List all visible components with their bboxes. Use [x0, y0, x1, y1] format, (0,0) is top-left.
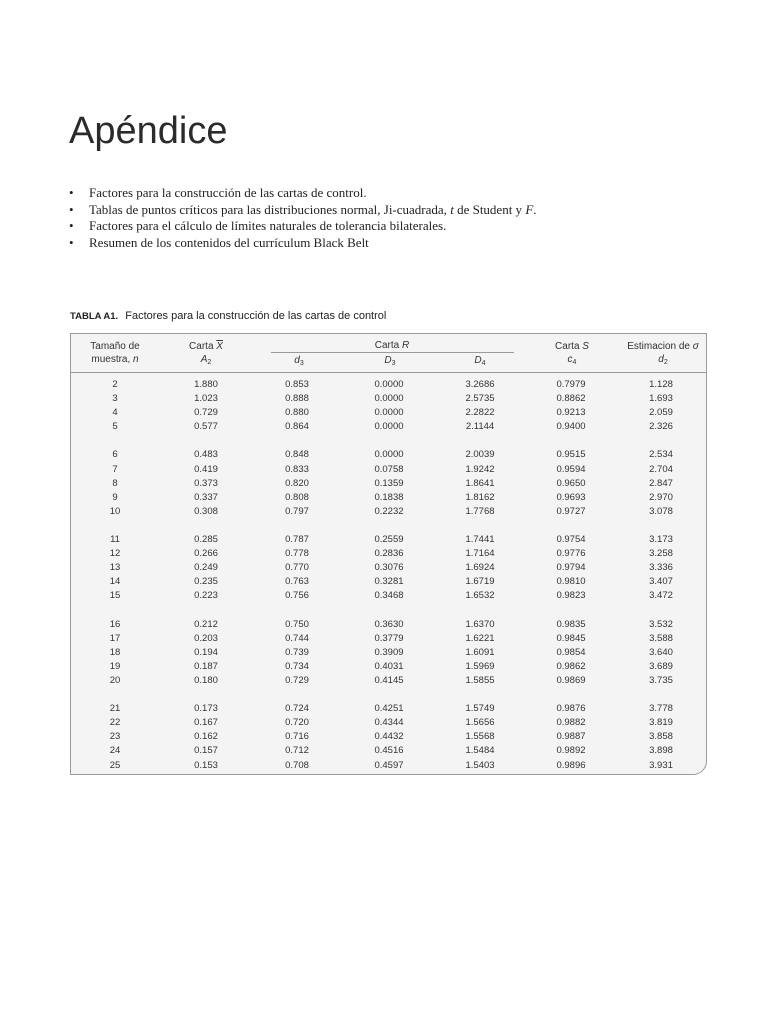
sample-size-cell: 12: [109, 548, 121, 560]
sample-size-cell: 11: [110, 534, 120, 546]
D3-cell: 0.1838: [374, 491, 404, 503]
d2-cell: 3.173: [649, 534, 673, 546]
D4-cell: 2.1144: [465, 421, 495, 433]
a2-cell: 0.249: [194, 562, 218, 574]
header-carta-r: Carta R: [374, 340, 410, 351]
d3-cell: 0.763: [285, 576, 309, 588]
table-row: [71, 744, 706, 758]
D3-cell: 0.0000: [374, 407, 404, 419]
a2-cell: 0.153: [194, 759, 218, 771]
d3-cell: 0.853: [285, 379, 309, 390]
table-row: [71, 533, 706, 547]
list-item: • Factores para el cálculo de límites naturales de tolerancia bilaterales.: [69, 218, 447, 233]
a2-cell: 0.266: [194, 548, 218, 560]
table-caption: [70, 310, 386, 322]
d2-cell: 2.534: [649, 449, 673, 461]
D3-cell: 0.3630: [374, 618, 404, 630]
D3-cell: 0.4344: [374, 717, 404, 729]
table-row: [71, 463, 706, 477]
table-row: [71, 378, 706, 392]
d2-cell: 3.078: [649, 505, 673, 517]
D3-cell: 0.3779: [374, 632, 404, 644]
d3-cell: 0.724: [285, 703, 309, 715]
header-sample-size: Tamaño de muestra, n: [90, 341, 140, 365]
table-row: [71, 702, 706, 716]
c4-cell: 0.9650: [556, 477, 586, 489]
D3-cell: 0.0758: [374, 463, 404, 475]
D3-cell: 0.1359: [374, 477, 404, 489]
table-body: [71, 378, 706, 773]
sample-size-cell: 6: [112, 449, 118, 461]
sample-size-cell: 3: [112, 393, 118, 405]
table-row: [71, 575, 706, 589]
header-carta-s: Carta S $c_4$: [555, 341, 589, 366]
a2-cell: 0.577: [194, 421, 218, 433]
d2-cell: 3.532: [649, 618, 673, 630]
c4-cell: 0.9887: [556, 731, 586, 743]
a2-cell: 0.157: [194, 745, 218, 757]
D3-cell: 0.4516: [374, 745, 404, 757]
d2-cell: 2.704: [649, 463, 673, 475]
bullet-marker: •: [69, 185, 74, 200]
c4-cell: 0.9810: [556, 576, 586, 588]
d3-cell: 0.833: [285, 463, 309, 475]
c4-cell: 0.9515: [556, 449, 586, 461]
header-sigma-estimate: Estimacion de σ $d_2$: [627, 341, 699, 366]
table-row: [71, 618, 706, 632]
a2-cell: 0.187: [194, 660, 218, 672]
table-caption-label: TABLA A1.: [70, 311, 119, 322]
sample-size-cell: 25: [109, 759, 121, 771]
d2-cell: 2.326: [649, 421, 673, 433]
D4-cell: 1.5969: [465, 660, 495, 672]
table-row: [71, 420, 706, 434]
table-row: [71, 406, 706, 420]
d2-cell: 3.588: [649, 632, 673, 644]
c4-cell: 0.9693: [556, 491, 586, 503]
d3-cell: 0.864: [285, 421, 309, 433]
D4-cell: 1.6091: [465, 646, 495, 658]
D4-cell: 3.2686: [465, 379, 495, 390]
a2-cell: 0.203: [194, 632, 218, 644]
header-group-rule: [271, 352, 514, 353]
d3-cell: 0.787: [285, 534, 309, 546]
D4-cell: 1.5568: [465, 731, 495, 743]
table-caption-text: Factores para la construcción de las cartas de control: [125, 310, 387, 322]
d2-cell: 3.689: [649, 660, 673, 672]
c4-cell: 0.9869: [556, 674, 586, 686]
d3-cell: 0.734: [285, 660, 309, 672]
d2-cell: 3.778: [649, 703, 673, 715]
c4-cell: 0.9794: [556, 562, 586, 574]
D4-cell: 1.8641: [465, 477, 495, 489]
c4-cell: 0.9862: [556, 660, 586, 672]
d2-cell: 3.336: [649, 562, 673, 574]
d3-cell: 0.756: [285, 590, 309, 602]
D4-cell: 1.7768: [465, 505, 495, 517]
control-chart-factors-table: [70, 333, 707, 775]
table-row: [71, 505, 706, 519]
bullet-marker: •: [69, 234, 74, 250]
D3-cell: 0.4031: [374, 660, 404, 672]
D4-cell: 1.6532: [465, 590, 495, 602]
a2-cell: 0.212: [194, 618, 218, 630]
list-item: • Tablas de puntos críticos para las distribuciones normal, Ji-cuadrada, t de Student y F.: [69, 201, 537, 217]
a2-cell: 1.880: [194, 379, 218, 390]
d2-cell: 3.407: [649, 576, 673, 588]
d3-cell: 0.848: [285, 449, 309, 461]
D4-cell: 1.5749: [465, 703, 495, 715]
c4-cell: 0.8862: [556, 393, 586, 405]
D4-cell: 1.6719: [465, 576, 495, 588]
d3-cell: 0.778: [285, 548, 309, 560]
a2-cell: 0.483: [194, 449, 218, 461]
D3-cell: 0.4251: [374, 703, 404, 715]
a2-cell: 0.729: [194, 407, 218, 419]
d2-cell: 3.640: [649, 646, 673, 658]
d3-cell: 0.888: [285, 393, 309, 405]
sample-size-cell: 23: [109, 731, 121, 743]
sample-size-cell: 21: [109, 703, 121, 715]
d2-cell: 3.819: [649, 717, 673, 729]
sample-size-cell: 7: [112, 463, 118, 475]
a2-cell: 0.194: [194, 646, 218, 658]
c4-cell: 0.9876: [556, 703, 586, 715]
D4-cell: 2.5735: [465, 393, 495, 405]
sample-size-cell: 24: [109, 745, 121, 757]
d3-cell: 0.880: [285, 407, 309, 419]
D3-cell: 0.0000: [374, 421, 404, 433]
D4-cell: 1.5484: [465, 745, 495, 757]
D4-cell: 1.5855: [465, 674, 495, 686]
d3-cell: 0.808: [285, 491, 309, 503]
D3-cell: 0.0000: [374, 393, 404, 405]
sample-size-cell: 17: [109, 632, 121, 644]
sample-size-cell: 14: [109, 576, 121, 588]
D4-cell: 1.6221: [465, 632, 495, 644]
d3-cell: 0.716: [285, 731, 309, 743]
D4-cell: 2.0039: [465, 449, 495, 461]
d2-cell: 2.970: [649, 491, 673, 503]
d3-cell: 0.820: [285, 477, 309, 489]
c4-cell: 0.9400: [556, 421, 586, 433]
header-separator: [71, 372, 706, 373]
d3-cell: 0.744: [285, 632, 309, 644]
header-carta-x: Carta $\overline{X}$ $A_2$: [189, 341, 223, 366]
c4-cell: 0.9776: [556, 548, 586, 560]
table-row: [71, 547, 706, 561]
sample-size-cell: 8: [112, 477, 118, 489]
D4-cell: 1.7441: [465, 534, 495, 546]
D4-cell: 1.5656: [465, 717, 495, 729]
D4-cell: 1.9242: [465, 463, 495, 475]
D3-cell: 0.3909: [374, 646, 404, 658]
D3-cell: 0.0000: [374, 449, 404, 461]
table-row: [71, 392, 706, 406]
d3-cell: 0.708: [285, 759, 309, 771]
D4-cell: 1.6370: [465, 618, 495, 630]
table-row: [71, 730, 706, 744]
a2-cell: 0.173: [194, 703, 218, 715]
table-row: [71, 589, 706, 603]
bullet-marker: •: [69, 218, 74, 233]
D4-cell: 1.8162: [465, 491, 495, 503]
d3-cell: 0.729: [285, 674, 309, 686]
c4-cell: 0.9213: [556, 407, 586, 419]
d2-cell: 3.898: [649, 745, 673, 757]
a2-cell: 0.235: [194, 576, 218, 588]
d3-cell: 0.739: [285, 646, 309, 658]
D3-cell: 0.4597: [374, 759, 404, 771]
D3-cell: 0.4145: [374, 674, 404, 686]
c4-cell: 0.9854: [556, 646, 586, 658]
d3-cell: 0.712: [285, 745, 309, 757]
d3-cell: 0.720: [285, 717, 309, 729]
D3-cell: 0.3468: [374, 590, 404, 602]
D3-cell: 0.2559: [374, 534, 404, 546]
d2-cell: 3.258: [649, 548, 673, 560]
D3-cell: 0.4432: [374, 731, 404, 743]
d2-cell: 1.128: [649, 379, 673, 390]
table-row: [71, 448, 706, 462]
list-item: • Factores para la construcción de las cartas de control.: [69, 185, 367, 200]
c4-cell: 0.9892: [556, 745, 586, 757]
a2-cell: 0.285: [194, 534, 218, 546]
d3-cell: 0.750: [285, 618, 309, 630]
c4-cell: 0.9823: [556, 590, 586, 602]
d2-cell: 3.858: [649, 731, 673, 743]
a2-cell: 1.023: [194, 393, 218, 405]
d2-cell: 2.847: [649, 477, 673, 489]
table-row: [71, 561, 706, 575]
sample-size-cell: 15: [109, 590, 121, 602]
sample-size-cell: 20: [109, 674, 121, 686]
table-row: [71, 491, 706, 505]
bullet-marker: •: [69, 201, 74, 217]
sample-size-cell: 2: [112, 379, 118, 390]
d2-cell: 3.472: [649, 590, 673, 602]
a2-cell: 0.180: [194, 674, 218, 686]
d2-cell: 3.735: [649, 674, 673, 686]
table-row: [71, 660, 706, 674]
a2-cell: 0.162: [194, 731, 218, 743]
a2-cell: 0.167: [194, 717, 218, 729]
table-row: [71, 646, 706, 660]
sample-size-cell: 9: [112, 491, 118, 503]
sample-size-cell: 13: [109, 562, 121, 574]
list-item: • Resumen de los contenidos del currículum Black Belt: [69, 234, 369, 250]
c4-cell: 0.9845: [556, 632, 586, 644]
sample-size-cell: 19: [109, 660, 121, 672]
sample-size-cell: 18: [109, 646, 121, 658]
D3-cell: 0.3281: [374, 576, 404, 588]
sample-size-cell: 5: [112, 421, 118, 433]
D3-cell: 0.3076: [374, 562, 404, 574]
D4-cell: 1.5403: [465, 759, 495, 771]
topic-list: [69, 185, 709, 251]
c4-cell: 0.9882: [556, 717, 586, 729]
c4-cell: 0.9727: [556, 505, 586, 517]
page-title: Apéndice: [69, 110, 228, 152]
d3-cell: 0.770: [285, 562, 309, 574]
d3-cell: 0.797: [285, 505, 309, 517]
c4-cell: 0.9594: [556, 463, 586, 475]
D4-cell: 2.2822: [465, 407, 495, 419]
a2-cell: 0.308: [194, 505, 218, 517]
a2-cell: 0.223: [194, 590, 218, 602]
c4-cell: 0.7979: [556, 379, 586, 390]
c4-cell: 0.9754: [556, 534, 586, 546]
D3-cell: 0.2836: [374, 548, 404, 560]
d2-cell: 2.059: [649, 407, 673, 419]
header-D4: $D_4$: [474, 355, 486, 367]
a2-cell: 0.373: [194, 477, 218, 489]
d2-cell: 1.693: [649, 393, 673, 405]
D4-cell: 1.7164: [465, 548, 495, 560]
header-D3: $D_3$: [384, 355, 396, 367]
sample-size-cell: 16: [109, 618, 121, 630]
a2-cell: 0.337: [194, 491, 218, 503]
sample-size-cell: 10: [109, 505, 121, 517]
D3-cell: 0.0000: [374, 379, 404, 390]
sample-size-cell: 22: [109, 717, 121, 729]
header-d3-lower: $d_3$: [294, 355, 304, 367]
c4-cell: 0.9835: [556, 618, 586, 630]
table-row: [71, 759, 706, 773]
d2-cell: 3.931: [649, 759, 673, 771]
table-row: [71, 716, 706, 730]
table-row: [71, 477, 706, 491]
table-row: [71, 674, 706, 688]
table-row: [71, 632, 706, 646]
D4-cell: 1.6924: [465, 562, 495, 574]
D3-cell: 0.2232: [374, 505, 404, 517]
a2-cell: 0.419: [194, 463, 218, 475]
c4-cell: 0.9896: [556, 759, 586, 771]
sample-size-cell: 4: [112, 407, 118, 419]
